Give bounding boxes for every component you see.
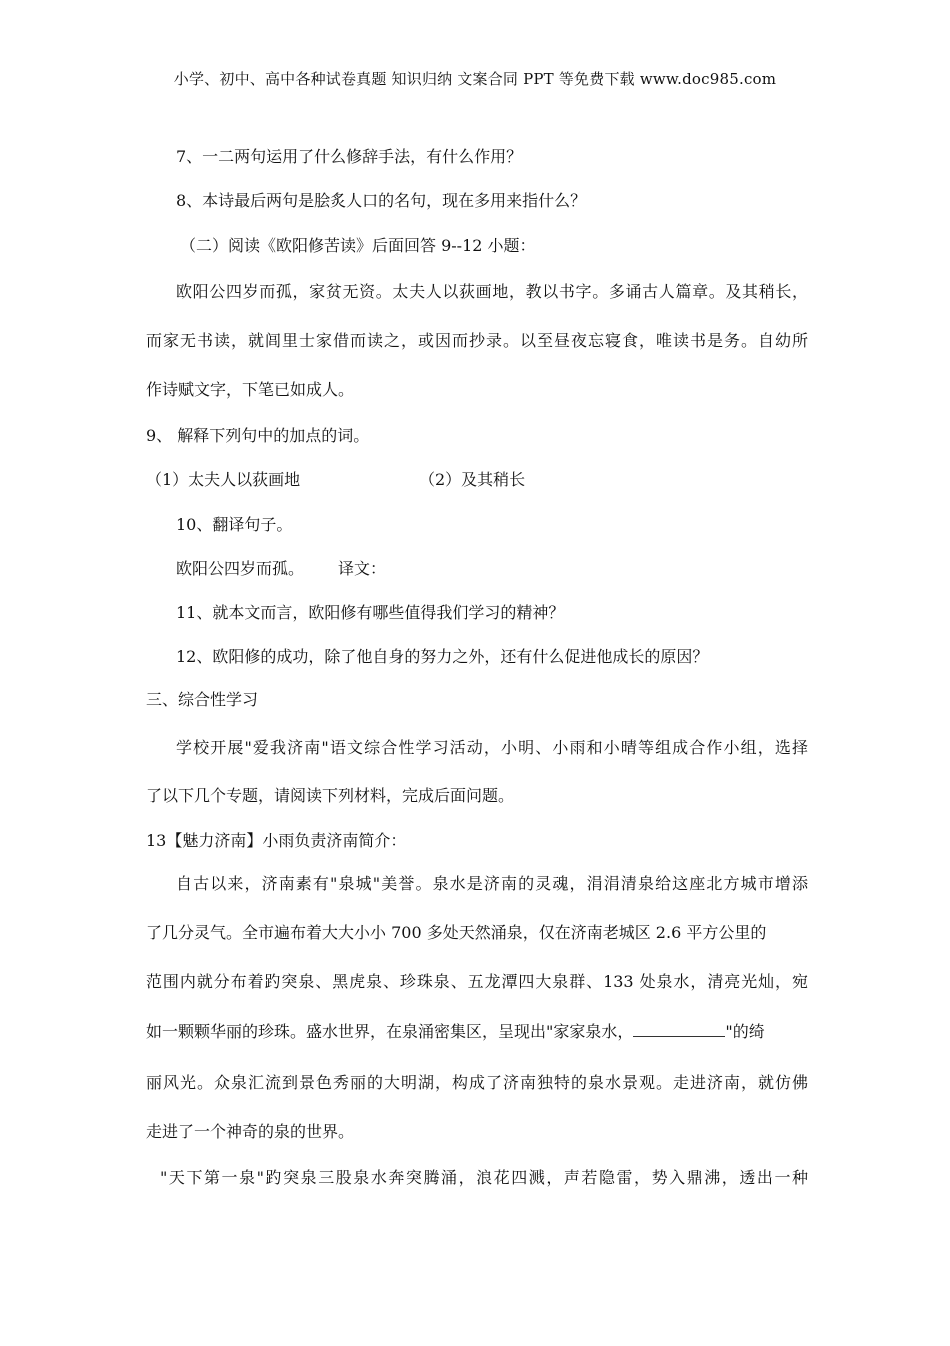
passage-line-1: 欧阳公四岁而孤，家贫无资。太夫人以荻画地，教以书字。多诵古人篇章。及其稍长， (176, 282, 808, 301)
question-10: 10、翻译句子。 (176, 515, 293, 534)
jinan-passage-line-7: "天下第一泉"趵突泉三股泉水奔突腾涌，浪花四溅，声若隐雷，势入鼎沸，透出一种 (160, 1168, 808, 1187)
passage-line-2: 而家无书读，就闾里士家借而读之，或因而抄录。以至昼夜忘寝食，唯读书是务。自幼所 (146, 331, 808, 350)
question-9-item-1: （1）太夫人以荻画地 (146, 470, 301, 489)
section-3-title: 三、综合性学习 (146, 690, 259, 709)
jinan-passage-line-4 (146, 1021, 765, 1043)
question-12: 12、欧阳修的成功，除了他自身的努力之外，还有什么促进他成长的原因？ (176, 647, 709, 666)
section-2-intro: （二）阅读《欧阳修苦读》后面回答 9--12 小题： (180, 236, 536, 255)
fill-in-blank (633, 1022, 725, 1037)
section-3-intro-line-1: 学校开展"爱我济南"语文综合性学习活动，小明、小雨和小晴等组成合作小组，选择 (176, 738, 808, 757)
section-3-intro-line-2: 了以下几个专题，请阅读下列材料，完成后面问题。 (146, 786, 515, 805)
jinan-passage-line-2: 了几分灵气。全市遍布着大大小小 700 多处天然涌泉，仅在济南老城区 2.6 平方公里的 (146, 923, 767, 942)
question-9: 9、 解释下列句中的加点的词。 (146, 426, 370, 445)
jinan-passage-line-4-text: 如一颗颗华丽的珍珠。盛水世界，在泉涌密集区，呈现出"家家泉水， (146, 1022, 634, 1041)
question-8: 8、本诗最后两句是脍炙人口的名句，现在多用来指什么？ (176, 191, 587, 210)
jinan-passage-line-3: 范围内就分布着趵突泉、黑虎泉、珍珠泉、五龙潭四大泉群、133 处泉水，清亮光灿，宛 (146, 972, 808, 991)
question-13: 13【魅力济南】小雨负责济南简介： (146, 831, 407, 850)
question-7: 7、一二两句运用了什么修辞手法，有什么作用？ (176, 147, 523, 166)
jinan-passage-line-4-end: "的绮 (725, 1022, 765, 1041)
passage-line-3: 作诗赋文字，下笔已如成人。 (146, 380, 355, 399)
jinan-passage-line-1: 自古以来，济南素有"泉城"美誉。泉水是济南的灵魂，涓涓清泉给这座北方城市增添 (176, 874, 808, 893)
jinan-passage-line-6: 走进了一个神奇的泉的世界。 (146, 1122, 355, 1141)
question-10-translation-label: 译文： (338, 559, 387, 578)
jinan-passage-line-5: 丽风光。众泉汇流到景色秀丽的大明湖，构成了济南独特的泉水景观。走进济南，就仿佛 (146, 1073, 808, 1092)
question-10-sentence: 欧阳公四岁而孤。 (176, 559, 305, 578)
page-header: 小学、初中、高中各种试卷真题 知识归纳 文案合同 PPT 等免费下载 www.doc985.com (173, 70, 777, 88)
question-11: 11、就本文而言，欧阳修有哪些值得我们学习的精神？ (176, 603, 565, 622)
question-9-item-2: （2）及其稍长 (419, 470, 526, 489)
